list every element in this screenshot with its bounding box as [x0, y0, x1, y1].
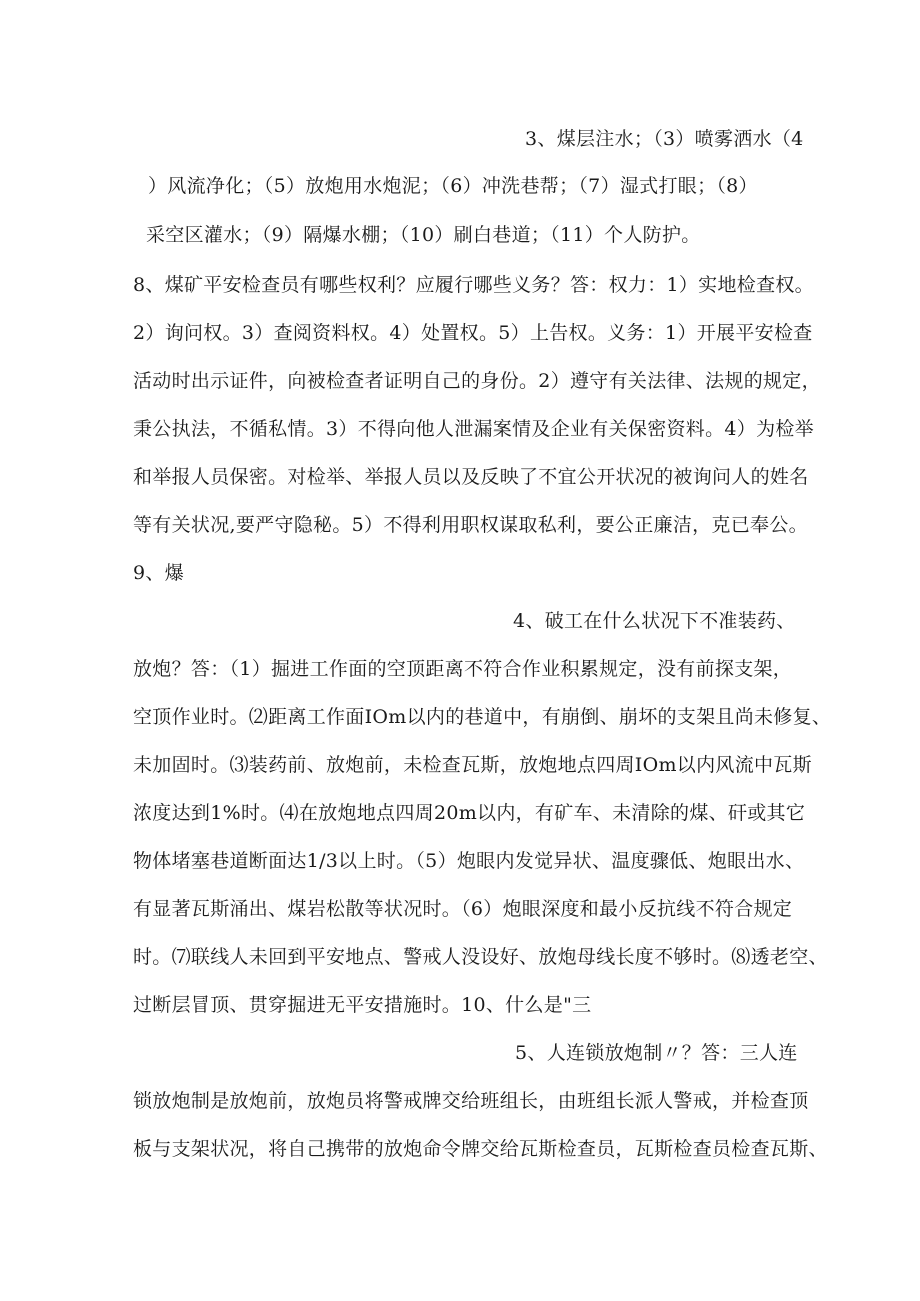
- text-line-1: 3、煤层注水；（3）喷雾洒水（4: [525, 128, 804, 150]
- text-line-15: 浓度达到1%时。⑷在放炮地点四周20m以内，有矿车、未清除的煤、矸或其它: [133, 802, 806, 824]
- text-line-2: ）风流净化；（5）放炮用水炮泥；（6）冲洗巷帮；（7）湿式打眼；（8）: [148, 175, 758, 197]
- text-line-20: 5、人连锁放炮制〃？答：三人连: [515, 1042, 798, 1064]
- text-line-5: 2）询问权。3）查阅资料权。4）处置权。5）上告权。义务：1）开展平安检查: [133, 322, 813, 344]
- text-line-19: 过断层冒顶、贯穿掘进无平安措施时。10、什么是"三: [133, 994, 592, 1016]
- text-line-7: 秉公执法，不循私情。3）不得向他人泄漏案情及企业有关保密资料。4）为检举: [133, 418, 814, 440]
- text-line-3: 采空区灌水；（9）隔爆水棚；（10）刷白巷道；（11）个人防护。: [146, 224, 701, 246]
- text-line-8: 和举报人员保密。对检举、举报人员以及反映了不宜公开状况的被询问人的姓名: [133, 466, 809, 488]
- text-line-17: 有显著瓦斯涌出、煤岩松散等状况时。（6）炮眼深度和最小反抗线不符合规定: [133, 898, 793, 920]
- text-line-10: 9、爆: [133, 562, 184, 584]
- text-line-4: 8、煤矿平安检查员有哪些权利？应履行哪些义务？答：权力：1）实地检查权。: [133, 274, 814, 296]
- text-line-9: 等有关状况,要严守隐秘。5）不得利用职权谋取私利，要公正廉洁，克已奉公。: [133, 514, 808, 536]
- text-line-18: 时。⑺联线人未回到平安地点、警戒人没设好、放炮母线长度不够时。⑻透老空、: [133, 946, 828, 968]
- text-line-21: 锁放炮制是放炮前，放炮员将警戒牌交给班组长，由班组长派人警戒，并检查顶: [133, 1090, 809, 1112]
- text-line-14: 未加固时。⑶装药前、放炮前，未检查瓦斯，放炮地点四周IOm以内风流中瓦斯: [133, 754, 812, 776]
- text-line-22: 板与支架状况，将自己携带的放炮命令牌交给瓦斯检查员，瓦斯检查员检查瓦斯、: [133, 1138, 828, 1160]
- text-line-12: 放炮？答：（1）掘进工作面的空顶距离不符合作业积累规定，没有前探支架，: [133, 658, 793, 680]
- text-line-16: 物体堵塞巷道断面达1/3以上时。（5）炮眼内发觉异状、温度骤低、炮眼出水、: [133, 850, 805, 872]
- text-line-13: 空顶作业时。⑵距离工作面IOm以内的巷道中，有崩倒、崩坏的支架且尚未修复、: [133, 706, 832, 728]
- text-line-6: 活动时出示证件，向被检查者证明自己的身份。2）遵守有关法律、法规的规定，: [133, 370, 821, 392]
- text-line-11: 4、破工在什么状况下不准装药、: [513, 610, 796, 632]
